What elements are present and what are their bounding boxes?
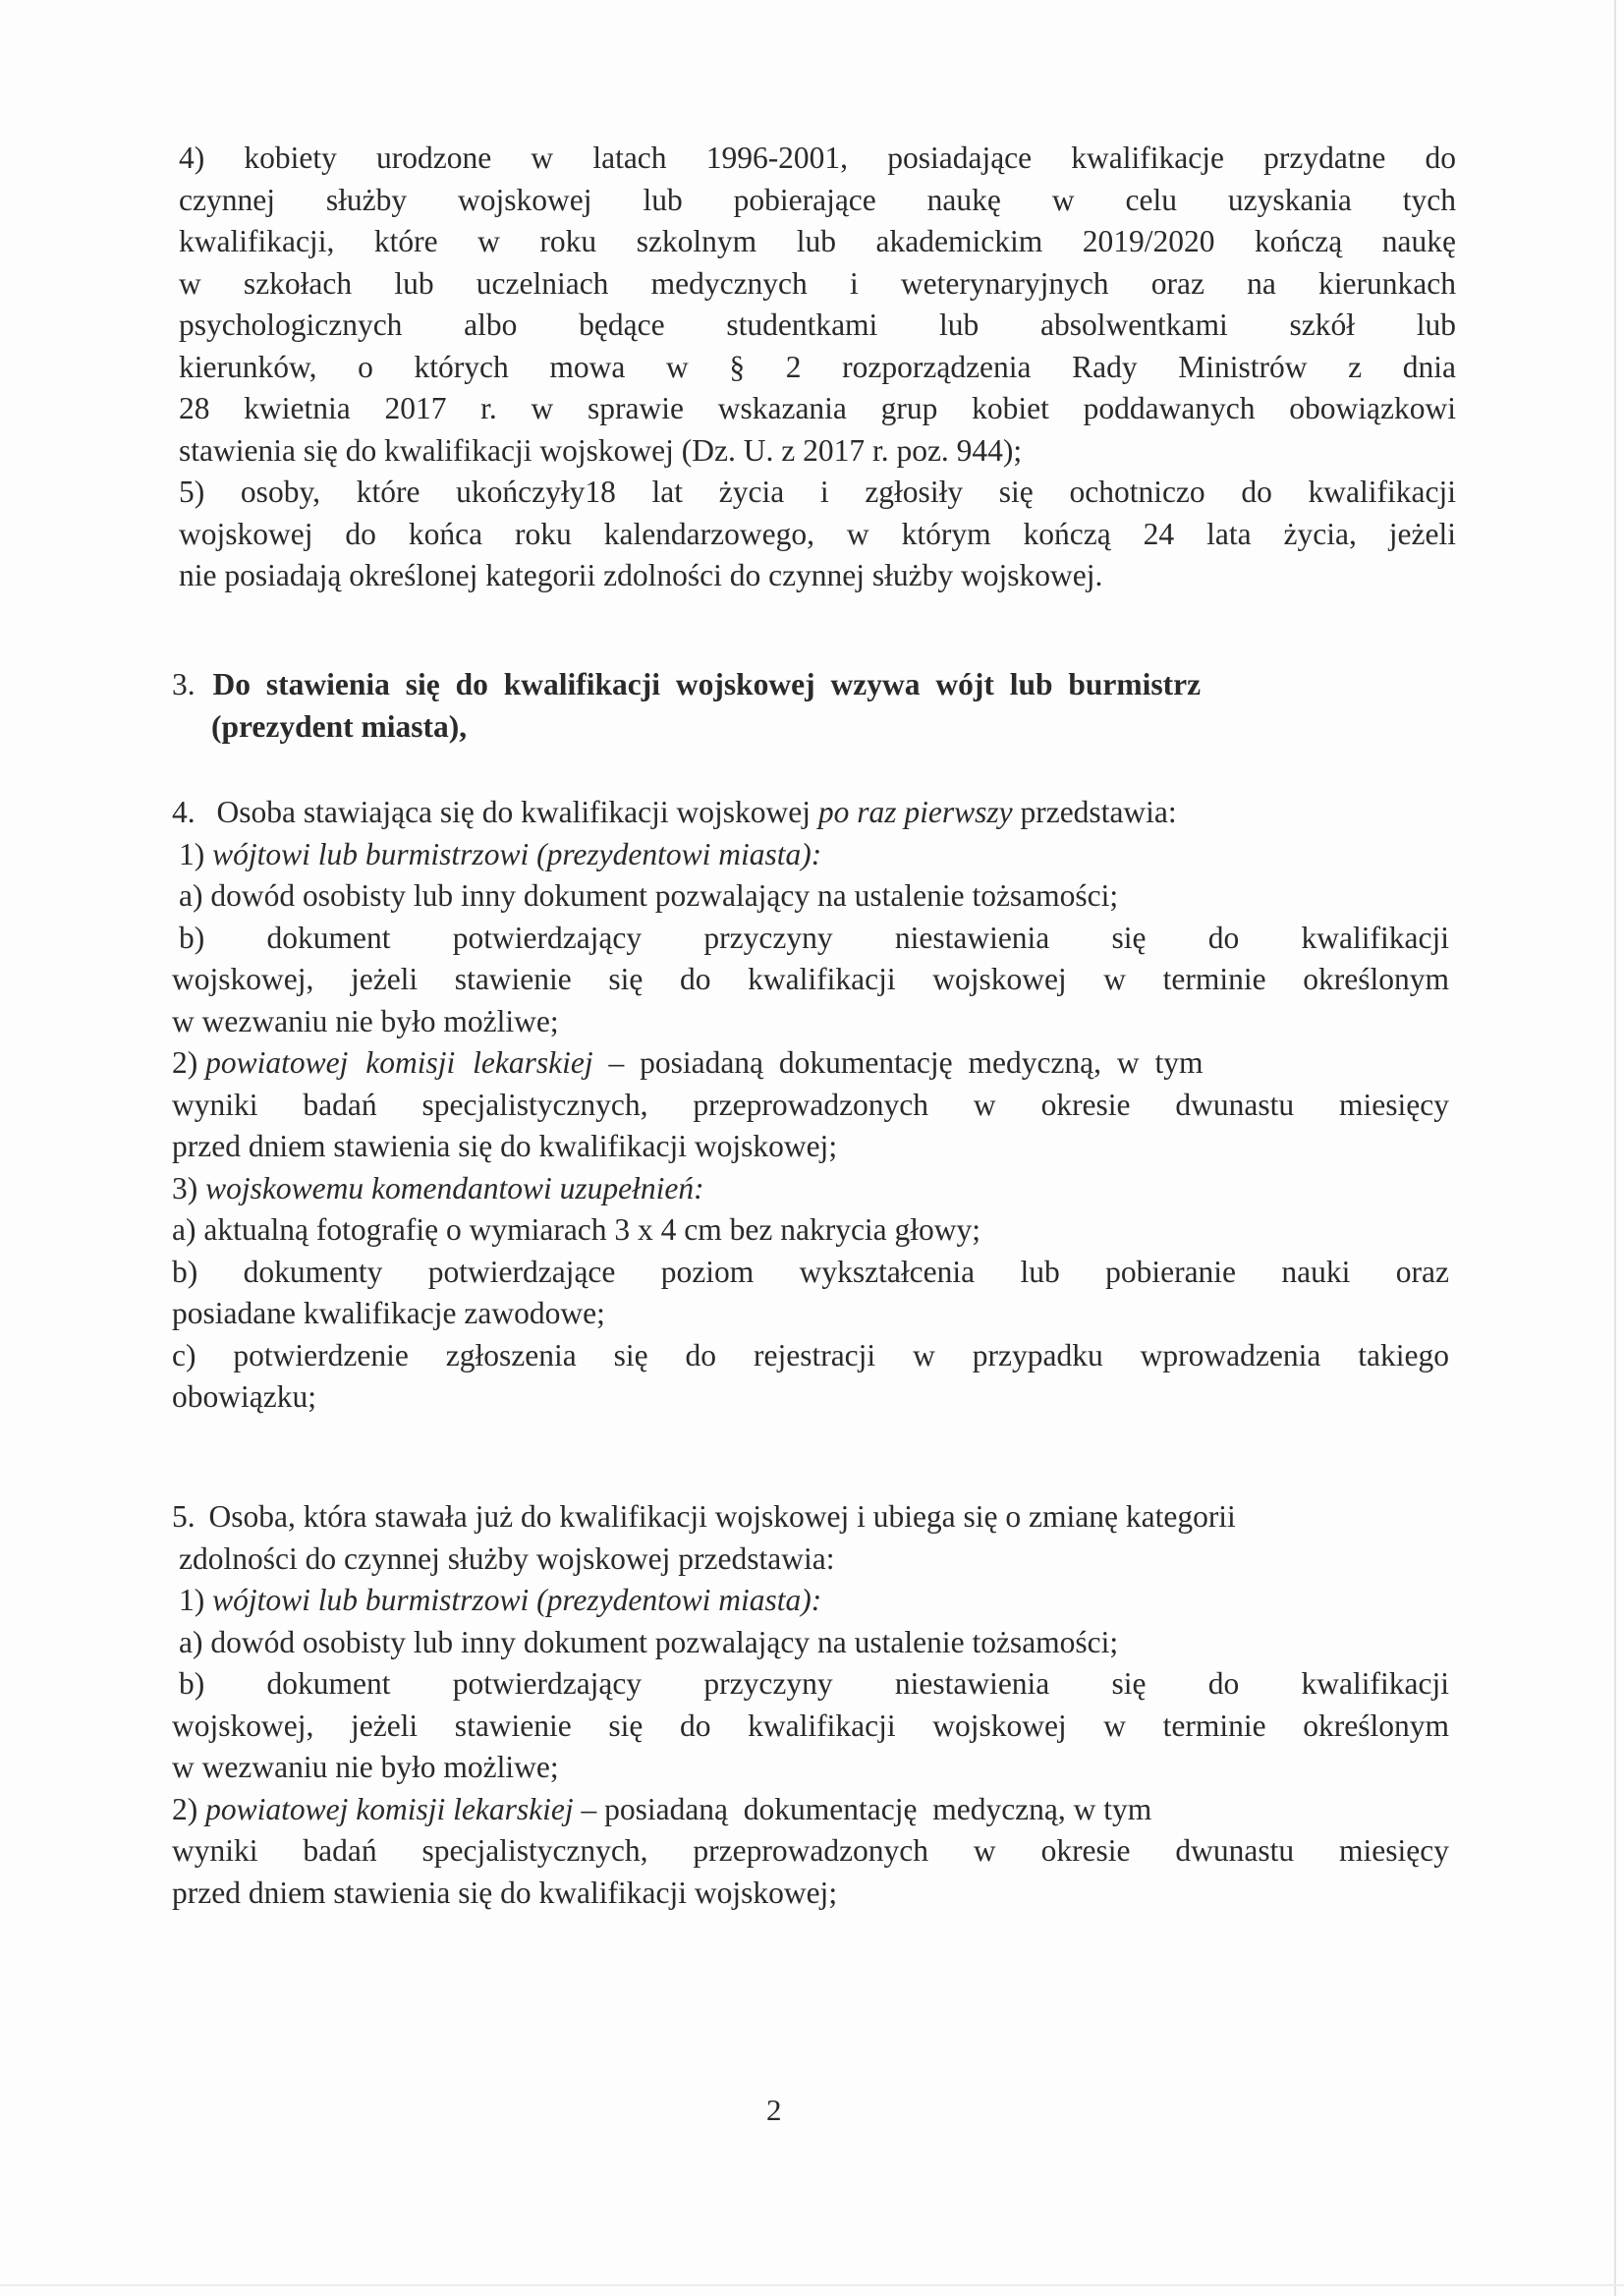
item-1-heading — [172, 1580, 1449, 1622]
intro-text: Osoba, która stawała już do kwalifikacji wojskowej i ubiega się o zmianę kategorii — [208, 1499, 1236, 1534]
item-text: – posiadaną dokumentację medyczną, w tym — [573, 1791, 1152, 1826]
section-5 — [172, 1496, 1449, 1914]
intro-text: Osoba stawiająca się do kwalifikacji wojskowej — [216, 795, 818, 829]
item-3b-cont: posiadane kwalifikacje zawodowe; — [172, 1296, 605, 1330]
page-number: 2 — [766, 2093, 782, 2127]
item-2-heading — [172, 1789, 1449, 1831]
item-label: powiatowej komisji lekarskiej — [205, 1045, 593, 1080]
text-line: wojskowej do końca roku kalendarzowego, w którym kończą 24 lata życia, jeżeli — [179, 516, 1456, 551]
section-number: 4. — [172, 795, 196, 829]
intro-emphasis: po raz pierwszy — [817, 795, 1013, 829]
section-3-heading: Do stawienia się do kwalifikacji wojskowej wzywa wójt lub burmistrz — [212, 667, 1202, 701]
text-line: 5) osoby, które ukończyły18 lat życia i zgłosiły się ochotniczo do kwalifikacji — [179, 475, 1456, 509]
item-label: wojskowemu komendantowi uzupełnień: — [205, 1170, 704, 1205]
text-line: 28 kwietnia 2017 r. w sprawie wskazania grup kobiet poddawanych obowiązkowi — [179, 391, 1456, 425]
item-1b-cont: w wezwaniu nie było możliwe; — [172, 1003, 559, 1038]
section-4 — [172, 792, 1449, 1419]
item-3c: c) potwierdzenie zgłoszenia się do rejestracji w przypadku wprowadzenia takiego — [172, 1337, 1449, 1372]
text-line: czynnej służby wojskowej lub pobierające naukę w celu uzyskania tych — [179, 182, 1456, 217]
item-3b: b) dokumenty potwierdzające poziom wykształcenia lub pobieranie nauki oraz — [172, 1254, 1449, 1289]
text-line: kierunków, o których mowa w § 2 rozporządzenia Rady Ministrów z dnia — [179, 349, 1456, 384]
item-2-cont: wyniki badań specjalistycznych, przeprowadzonych w okresie dwunastu miesięcy — [172, 1833, 1449, 1868]
intro-text: przedstawia: — [1012, 795, 1177, 829]
item-number: 3) — [172, 1170, 206, 1205]
item-2-cont: wyniki badań specjalistycznych, przeprowadzonych w okresie dwunastu miesięcy — [172, 1087, 1449, 1122]
item-1b-cont: wojskowej, jeżeli stawienie się do kwalifikacji wojskowej w terminie określonym — [172, 1708, 1449, 1743]
item-1b-cont: wojskowej, jeżeli stawienie się do kwalifikacji wojskowej w terminie określonym — [172, 962, 1449, 996]
item-number: 1) — [179, 836, 213, 871]
section-3-first-line — [172, 664, 1449, 706]
item-3a: a) aktualną fotografię o wymiarach 3 x 4 cm bez nakrycia głowy; — [172, 1212, 981, 1247]
item-2-cont: przed dniem stawienia się do kwalifikacji wojskowej; — [172, 1875, 838, 1910]
item-1b-cont: w wezwaniu nie było możliwe; — [172, 1750, 559, 1784]
item-1b: b) dokument potwierdzający przyczyny niestawienia się do kwalifikacji — [179, 920, 1449, 955]
section-number: 3. — [172, 667, 196, 701]
section-3 — [172, 664, 1449, 748]
item-label: powiatowej komisji lekarskiej — [205, 1791, 574, 1826]
item-text: – posiadaną dokumentację medyczną, w tym — [592, 1045, 1204, 1080]
section-3-heading-cont: (prezydent miasta), — [211, 708, 468, 744]
text-line: stawienia się do kwalifikacji wojskowej (Dz. U. z 2017 r. poz. 944); — [179, 432, 1023, 468]
item-2-heading — [172, 1042, 1449, 1085]
section-number: 5. — [172, 1499, 196, 1534]
text-line: 4) kobiety urodzone w latach 1996-2001, posiadające kwalifikacje przydatne do — [179, 140, 1456, 175]
item-label: wójtowi lub burmistrzowi (prezydentowi miasta): — [212, 836, 822, 871]
item-label: wójtowi lub burmistrzowi (prezydentowi miasta): — [212, 1583, 822, 1617]
text-line: w szkołach lub uczelniach medycznych i weterynaryjnych oraz na kierunkach — [179, 265, 1456, 301]
text-line: kwalifikacji, które w roku szkolnym lub akademickim 2019/2020 kończą naukę — [179, 224, 1456, 258]
section-5-intro-cont: zdolności do czynnej służby wojskowej przedstawia: — [179, 1540, 835, 1576]
item-1a: a) dowód osobisty lub inny dokument pozwalający na ustalenie tożsamości; — [179, 1624, 1119, 1659]
item-1-heading — [172, 834, 1449, 876]
section-4-intro — [172, 792, 1449, 834]
section-5-intro — [172, 1496, 1449, 1539]
item-3c-cont: obowiązku; — [172, 1379, 316, 1414]
text-line: psychologicznych albo będące studentkami lub absolwentkami szkół lub — [179, 308, 1456, 342]
section-2-continuation — [179, 138, 1456, 597]
item-1b: b) dokument potwierdzający przyczyny niestawienia się do kwalifikacji — [179, 1666, 1449, 1701]
item-number: 2) — [172, 1045, 206, 1080]
item-2-cont: przed dniem stawienia się do kwalifikacji wojskowej; — [172, 1129, 838, 1163]
text-line: nie posiadają określonej kategorii zdolności do czynnej służby wojskowej. — [179, 558, 1103, 592]
item-number: 1) — [179, 1583, 213, 1617]
scan-edge-right — [1614, 0, 1616, 2296]
item-1a: a) dowód osobisty lub inny dokument pozwalający na ustalenie tożsamości; — [179, 878, 1119, 913]
item-number: 2) — [172, 1791, 206, 1826]
scan-edge-bottom — [0, 2284, 1624, 2286]
item-3-heading — [172, 1168, 1449, 1210]
